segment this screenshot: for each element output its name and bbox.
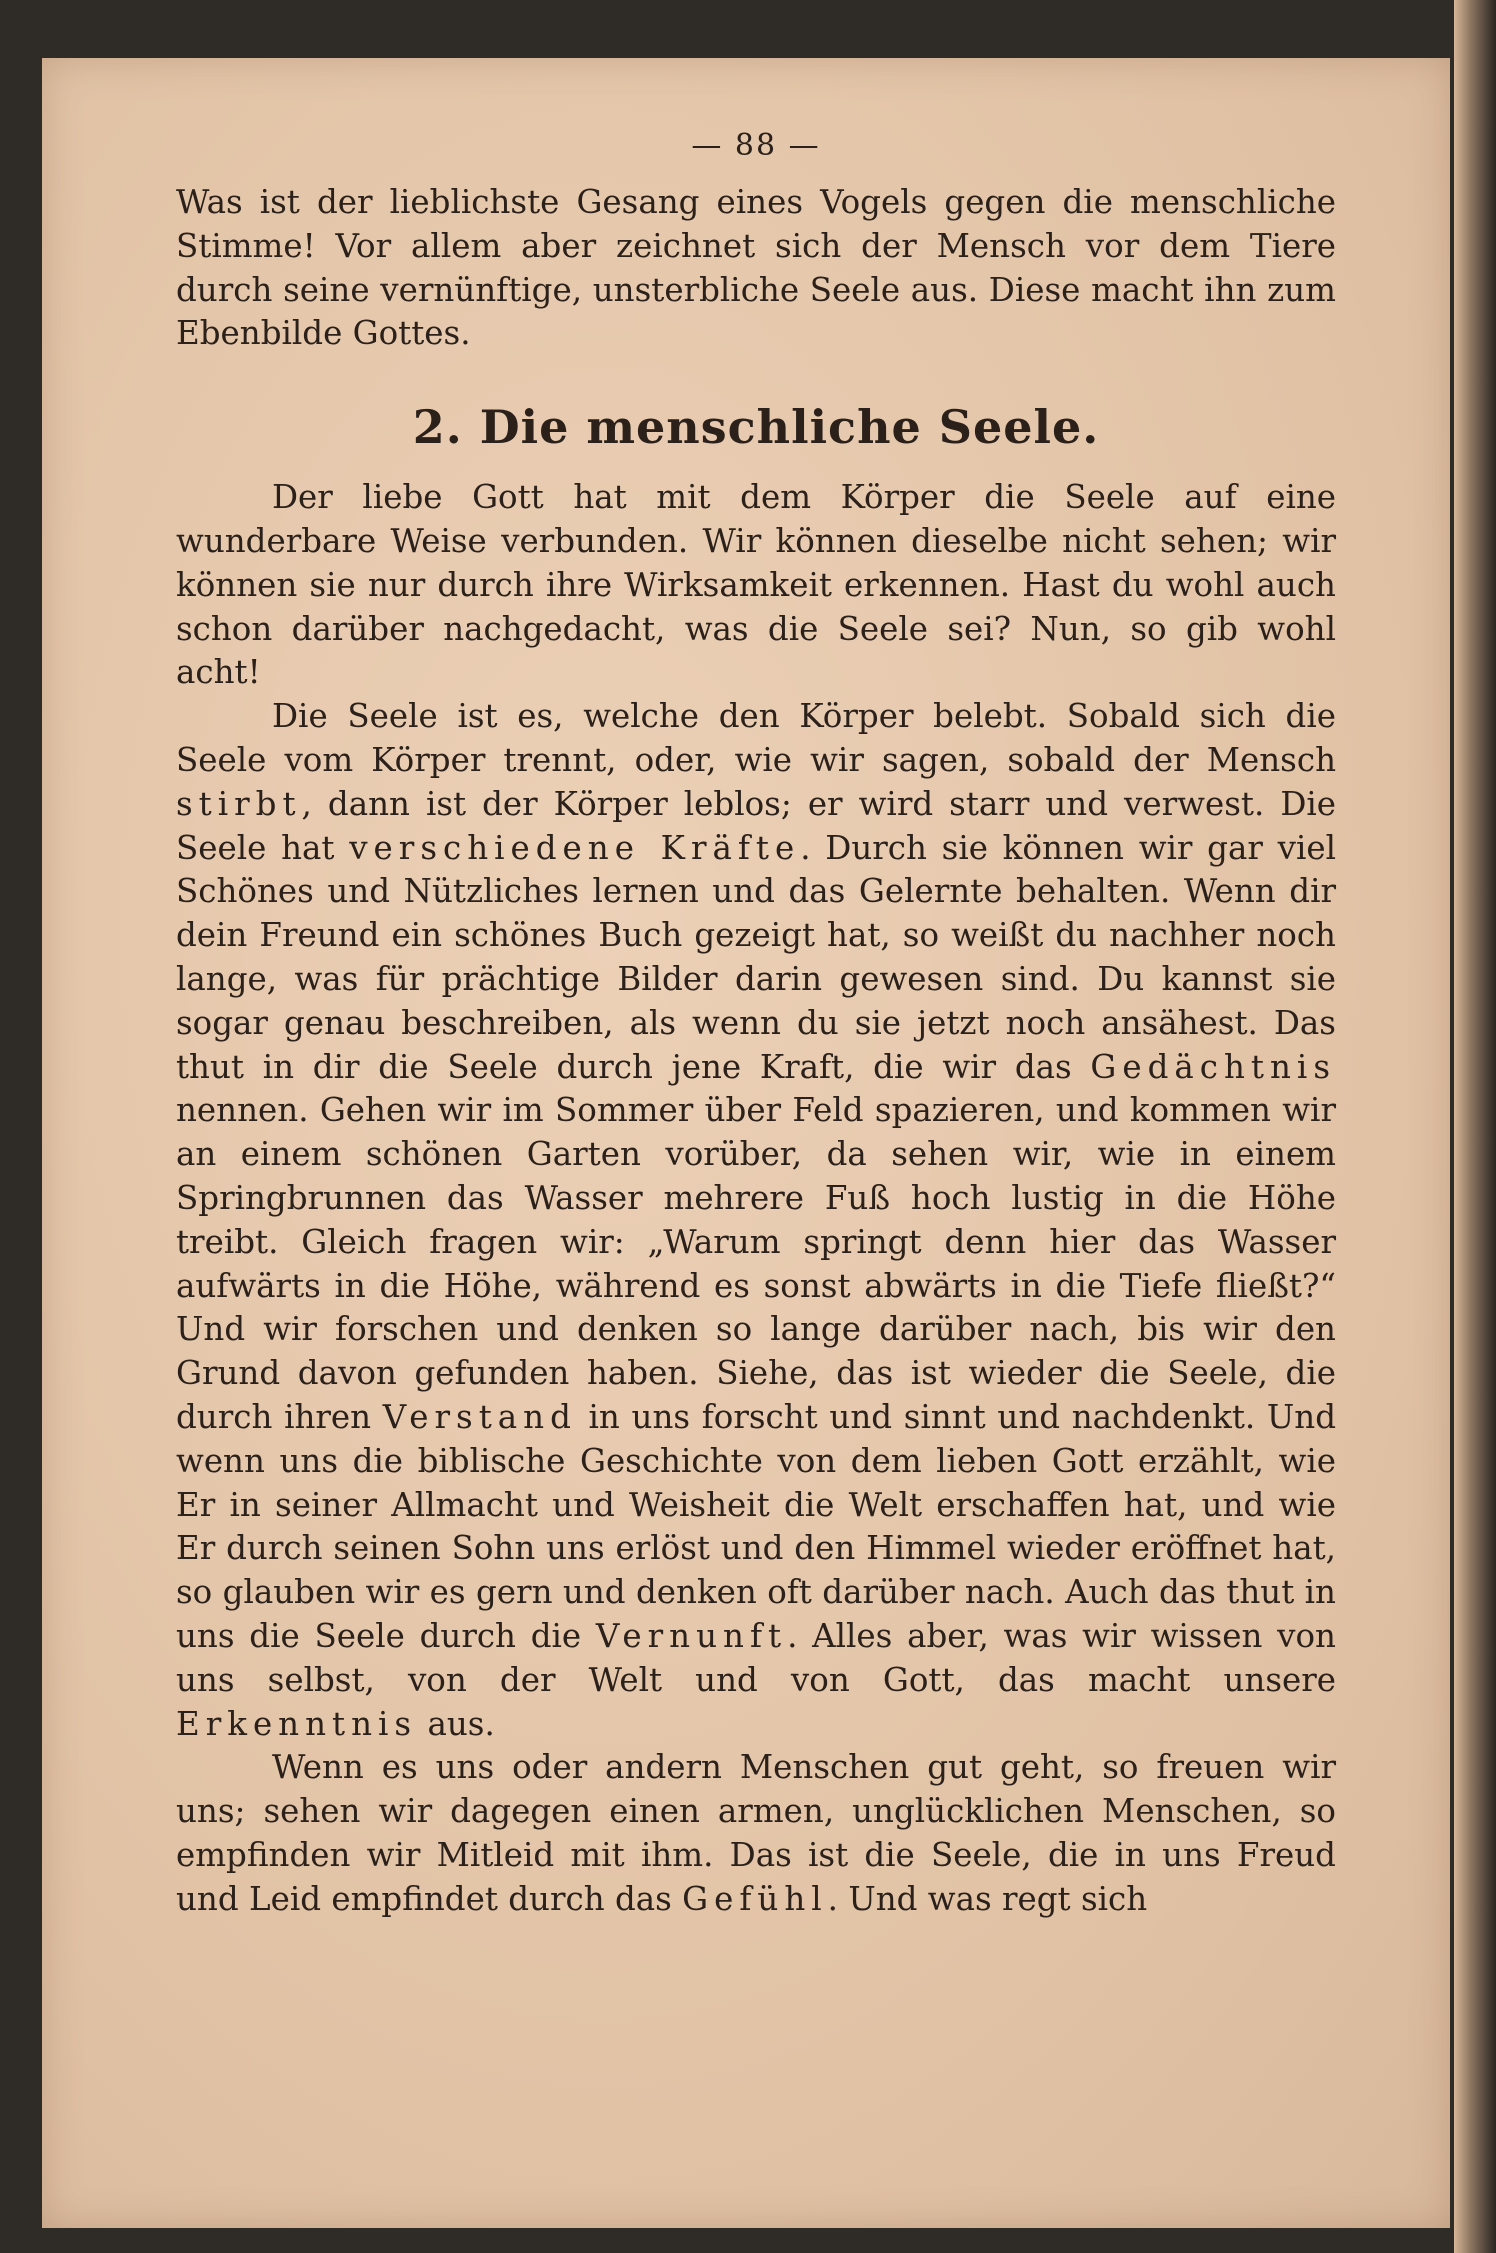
emph-gedaechtnis: Gedächtnis bbox=[1090, 1047, 1336, 1086]
paragraph-1: Der liebe Gott hat mit dem Körper die Seele auf eine wunderbare Weise verbunden. Wir können dieselbe nicht sehen; wir können sie nur durch ihre Wirksamkeit erkennen. Hast du wohl auch schon darüber nachgedacht, was die Seele sei? Nun, so gib wohl acht! bbox=[176, 478, 1336, 692]
p2-text-e: in uns forscht und sinnt und nachdenkt. Und wenn uns die biblische Geschichte von dem lieben Gott erzählt, wie Er in seiner Allmacht und Weisheit die Welt erschaffen hat, und wie Er durch seinen Sohn uns erlöst und den Himmel wieder eröffnet hat, so glauben wir es gern und denken oft darüber nach. Auch das thut in uns die Seele durch die bbox=[176, 1397, 1337, 1655]
section-heading: 2. Die menschliche Seele. bbox=[412, 400, 1100, 455]
emph-gefuehl: Gefühl bbox=[682, 1879, 828, 1918]
emph-vernunft: Vernunft bbox=[595, 1616, 788, 1655]
page-number: — 88 — bbox=[691, 128, 821, 163]
p2-text-a: Die Seele ist es, welche den Körper belebt. Sobald sich die Seele vom Körper trennt, oder, wie wir sagen, sobald der Mensch bbox=[176, 697, 1336, 779]
emph-erkenntnis: Erkenntnis bbox=[176, 1704, 418, 1743]
emph-stirbt: stirbt bbox=[176, 784, 302, 823]
p2-text-f: . Alles aber, was wir wissen von uns selbst, von der Welt und von Gott, das macht unsere bbox=[176, 1616, 1336, 1699]
p3-text-a: Wenn es uns oder andern Menschen gut geht, so freuen wir uns; sehen wir dagegen einen armen, unglücklichen Menschen, so empfinden wir Mitleid mit ihm. Das ist die Seele, die in uns Freud und Leid empfindet durch das bbox=[176, 1748, 1336, 1918]
intro-paragraph: Was ist der lieblichste Gesang eines Vogels gegen die menschliche Stimme! Vor allem aber zeichnet sich der Mensch vor dem Tiere durch seine vernünftige, unsterbliche Seele aus. Diese macht ihn zum Ebenbilde Gottes. bbox=[176, 183, 1336, 353]
paragraph-3 bbox=[176, 1746, 1336, 1921]
p2-text-g: aus. bbox=[417, 1704, 495, 1743]
p2-text-b: , dann ist der Körper leblos; er wird starr und verwest. Die Seele hat bbox=[176, 784, 1336, 867]
book-gutter bbox=[1454, 0, 1496, 2253]
page-text bbox=[176, 128, 1336, 1921]
paragraph-2 bbox=[176, 695, 1336, 1746]
p2-text-c: . Durch sie können wir gar viel Schönes und Nützliches lernen und das Gelernte behalten. Wenn dir dein Freund ein schönes Buch gezeigt hat, so weißt du nachher noch lange, was für prächtige Bilder darin gewesen sind. Du kannst sie sogar genau beschreiben, als wenn du sie jetzt noch ansähest. Das thut in dir die Seele durch jene Kraft, die wir das bbox=[176, 828, 1336, 1086]
emph-verstand: Verstand bbox=[382, 1397, 577, 1436]
emph-kraefte: verschiedene Kräfte bbox=[349, 828, 801, 867]
p3-text-b: . Und was regt sich bbox=[827, 1879, 1148, 1918]
p2-text-d: nennen. Gehen wir im Sommer über Feld spazieren, und kommen wir an einem schönen Garten vorüber, da sehen wir, wie in einem Springbrunnen das Wasser mehrere Fuß hoch lustig in die Höhe treibt. Gleich fragen wir: „Warum springt denn hier das Wasser aufwärts in die Höhe, während es sonst abwärts in die Tiefe fließt?“ Und wir forschen und denken so lange darüber nach, bis wir den Grund davon gefunden haben. Siehe, das ist wieder die Seele, die durch ihren bbox=[176, 1091, 1336, 1436]
